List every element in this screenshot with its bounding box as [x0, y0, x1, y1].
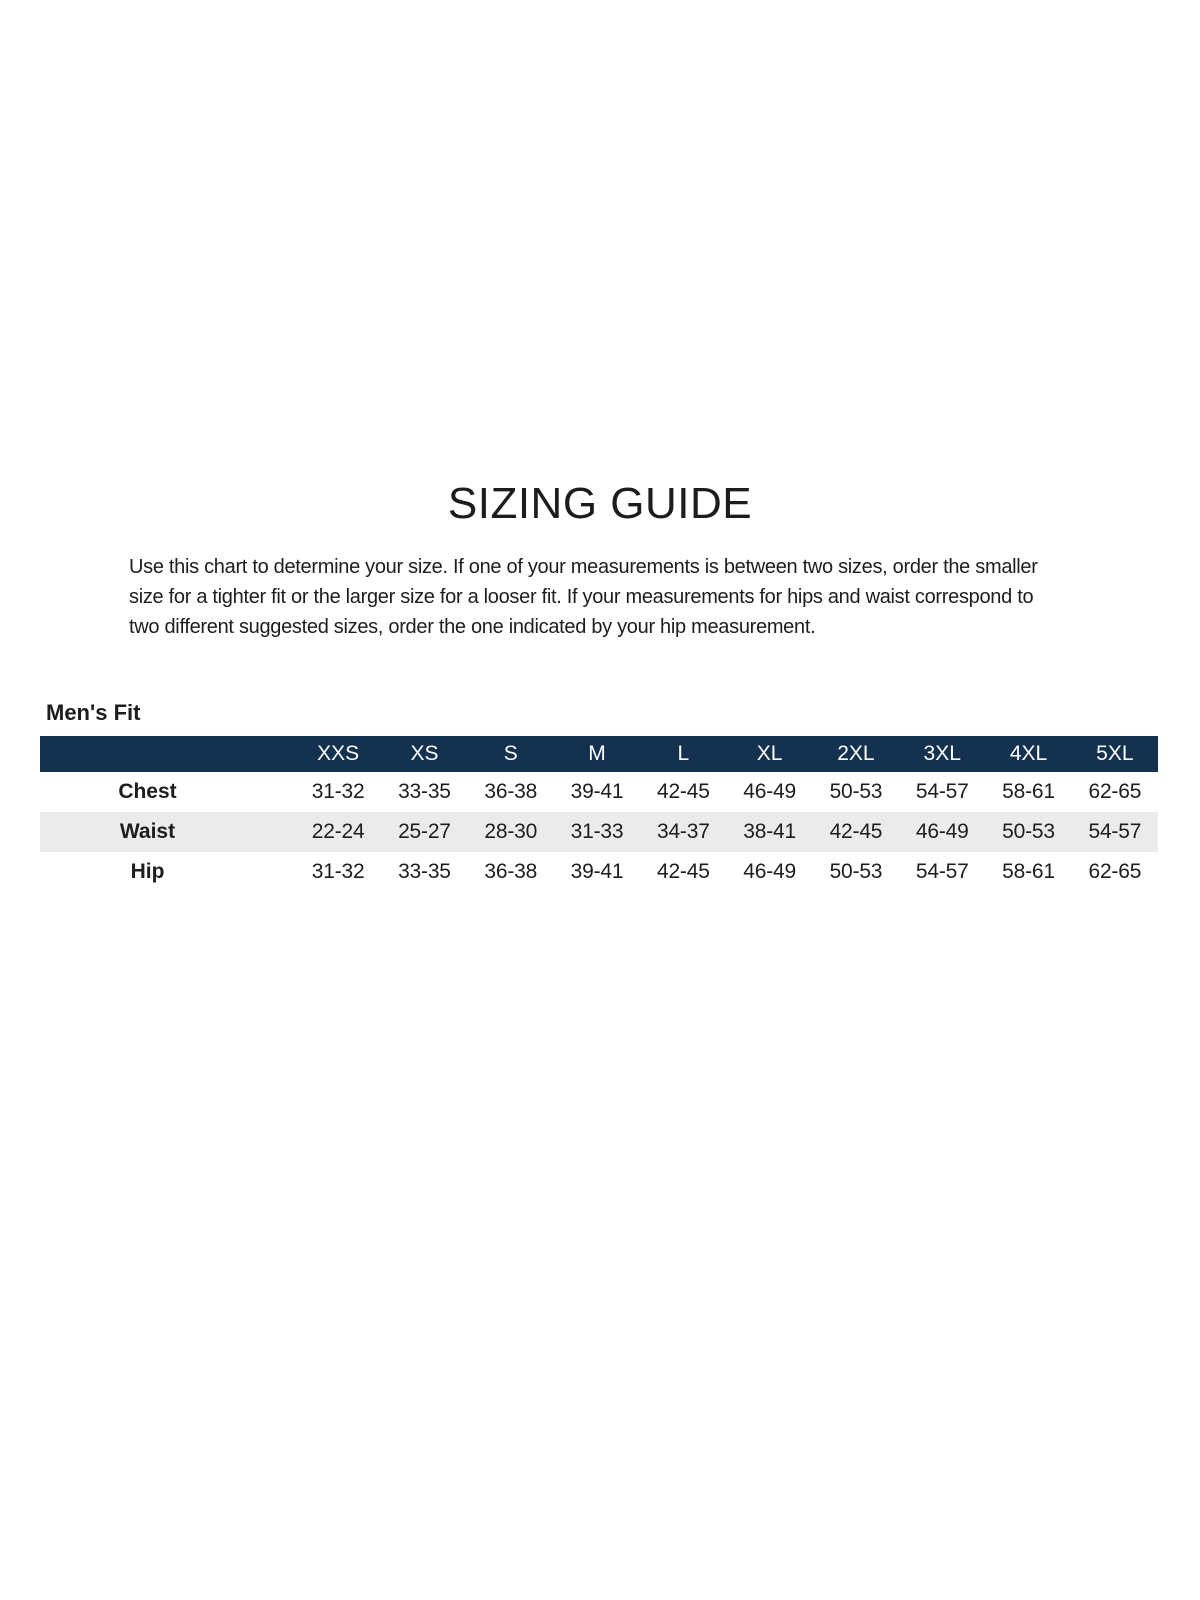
size-cell: 33-35: [398, 780, 451, 803]
size-column-header: M: [554, 736, 640, 772]
size-cell: 36-38: [484, 860, 538, 883]
size-cell: 25-27: [398, 820, 451, 843]
size-cell: 46-49: [915, 820, 969, 843]
size-cell: 54-57: [1088, 820, 1142, 843]
size-table-body: [40, 772, 1158, 892]
size-column-header: S: [468, 736, 554, 772]
size-cell: 39-41: [570, 780, 624, 803]
size-cell: 58-61: [1002, 860, 1055, 883]
measurement-row-label: Waist: [119, 820, 176, 843]
size-cell: 31-32: [311, 780, 365, 803]
size-cell: 54-57: [915, 780, 969, 803]
table-row: [40, 812, 1158, 852]
size-cell: 34-37: [656, 820, 710, 843]
corner-cell: [40, 736, 295, 772]
size-table-header-row: [40, 736, 1158, 772]
size-cell: 31-33: [570, 820, 624, 843]
size-cell: 58-61: [1002, 780, 1055, 803]
intro-line: size for a tighter fit or the larger size for a looser fit. If your measurements for hips and waist correspond to: [129, 586, 1034, 608]
size-cell: 28-30: [484, 820, 538, 843]
size-cell: 50-53: [829, 780, 883, 803]
size-cell: 46-49: [743, 860, 796, 883]
section-label-mens-fit: Men's Fit: [46, 700, 141, 725]
size-cell: 62-65: [1088, 780, 1142, 803]
intro-line: Use this chart to determine your size. If one of your measurements is between two sizes, order the smaller: [129, 556, 1038, 578]
size-cell: 36-38: [484, 780, 538, 803]
measurement-row-label: Hip: [130, 860, 165, 883]
size-cell: 38-41: [743, 820, 796, 843]
size-cell: 42-45: [656, 780, 710, 803]
size-column-header: 4XL: [985, 736, 1071, 772]
size-column-header: XXS: [295, 736, 381, 772]
size-cell: 42-45: [829, 820, 883, 843]
size-cell: 62-65: [1088, 860, 1142, 883]
measurement-row-label: Chest: [118, 780, 177, 803]
size-column-header: 5XL: [1072, 736, 1158, 772]
size-cell: 22-24: [311, 820, 365, 843]
size-column-header: 2XL: [813, 736, 899, 772]
size-column-header: 3XL: [899, 736, 985, 772]
intro-paragraph: [129, 552, 1089, 642]
size-cell: 31-32: [311, 860, 365, 883]
size-column-header: L: [640, 736, 726, 772]
size-column-header: XL: [726, 736, 812, 772]
size-cell: 54-57: [915, 860, 969, 883]
size-cell: 50-53: [829, 860, 883, 883]
size-cell: 33-35: [398, 860, 451, 883]
page-title: SIZING GUIDE: [447, 479, 753, 528]
size-cell: 39-41: [570, 860, 624, 883]
table-row: [40, 772, 1158, 812]
size-cell: 42-45: [656, 860, 710, 883]
size-column-header: XS: [381, 736, 467, 772]
size-cell: 50-53: [1002, 820, 1055, 843]
intro-line: two different suggested sizes, order the one indicated by your hip measurement.: [129, 616, 816, 638]
size-cell: 46-49: [743, 780, 796, 803]
mens-fit-size-table: [40, 736, 1158, 892]
table-row: [40, 852, 1158, 892]
